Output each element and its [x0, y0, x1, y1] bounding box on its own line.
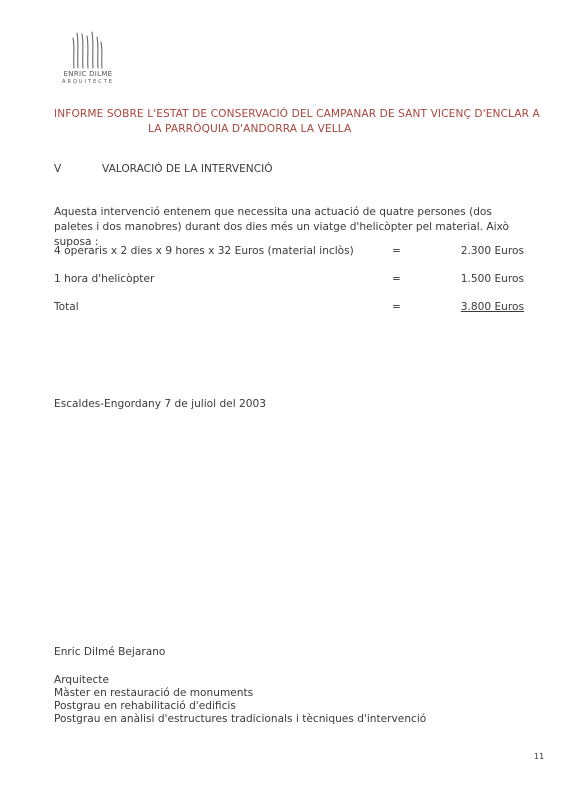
cost-equals: =: [392, 273, 401, 285]
credential-line: Postgrau en anàlisi d'estructures tradicionals i tècniques d'intervenció: [54, 713, 427, 725]
cost-total-amount: 3.800 Euros: [460, 301, 524, 313]
cost-concept: 4 operaris x 2 dies x 9 hores x 32 Euros (material inclòs): [54, 245, 354, 257]
credential-line: Arquitecte: [54, 674, 109, 686]
signature-name: Enric Dilmé Bejarano: [54, 646, 166, 658]
cost-concept: 1 hora d'helicòpter: [54, 273, 155, 285]
signature-credentials: [54, 674, 426, 726]
cost-row: [54, 273, 524, 287]
cost-row: [54, 245, 524, 259]
credential-line: Postgrau en rehabilitació d'edificis: [54, 700, 236, 712]
logo-mark-icon: [68, 30, 108, 70]
page-number: 11: [534, 752, 545, 761]
title-line-1: INFORME SOBRE L'ESTAT DE CONSERVACIÓ DEL CAMPANAR DE SANT VICENÇ D'ENCLAR A: [54, 108, 540, 120]
title-line-2: LA PARRÒQUIA D'ANDORRA LA VELLA: [148, 123, 352, 135]
section-title: VALORACIÓ DE LA INTERVENCIÓ: [102, 163, 273, 175]
section-number: V: [54, 163, 62, 175]
intro-paragraph: Aquesta intervenció entenem que necessita una actuació de quatre persones (dos paletes i dos manobres) durant dos dies més un viatge d'helicòpter pel material. Això suposa :: [54, 206, 510, 248]
cost-amount: 1.500 Euros: [460, 273, 524, 285]
logo-subtitle: ARQUITECTE: [62, 79, 114, 85]
cost-total-row: [54, 301, 524, 315]
place-date: Escaldes-Engordany 7 de juliol del 2003: [54, 398, 266, 410]
cost-amount: 2.300 Euros: [460, 245, 524, 257]
document-title: [54, 107, 544, 137]
cost-concept: Total: [54, 301, 79, 313]
credential-line: Màster en restauració de monuments: [54, 687, 254, 699]
cost-equals: =: [392, 245, 401, 257]
logo: [60, 30, 116, 88]
cost-equals: =: [392, 301, 401, 313]
logo-name: ENRIC DILMÉ: [63, 70, 113, 78]
